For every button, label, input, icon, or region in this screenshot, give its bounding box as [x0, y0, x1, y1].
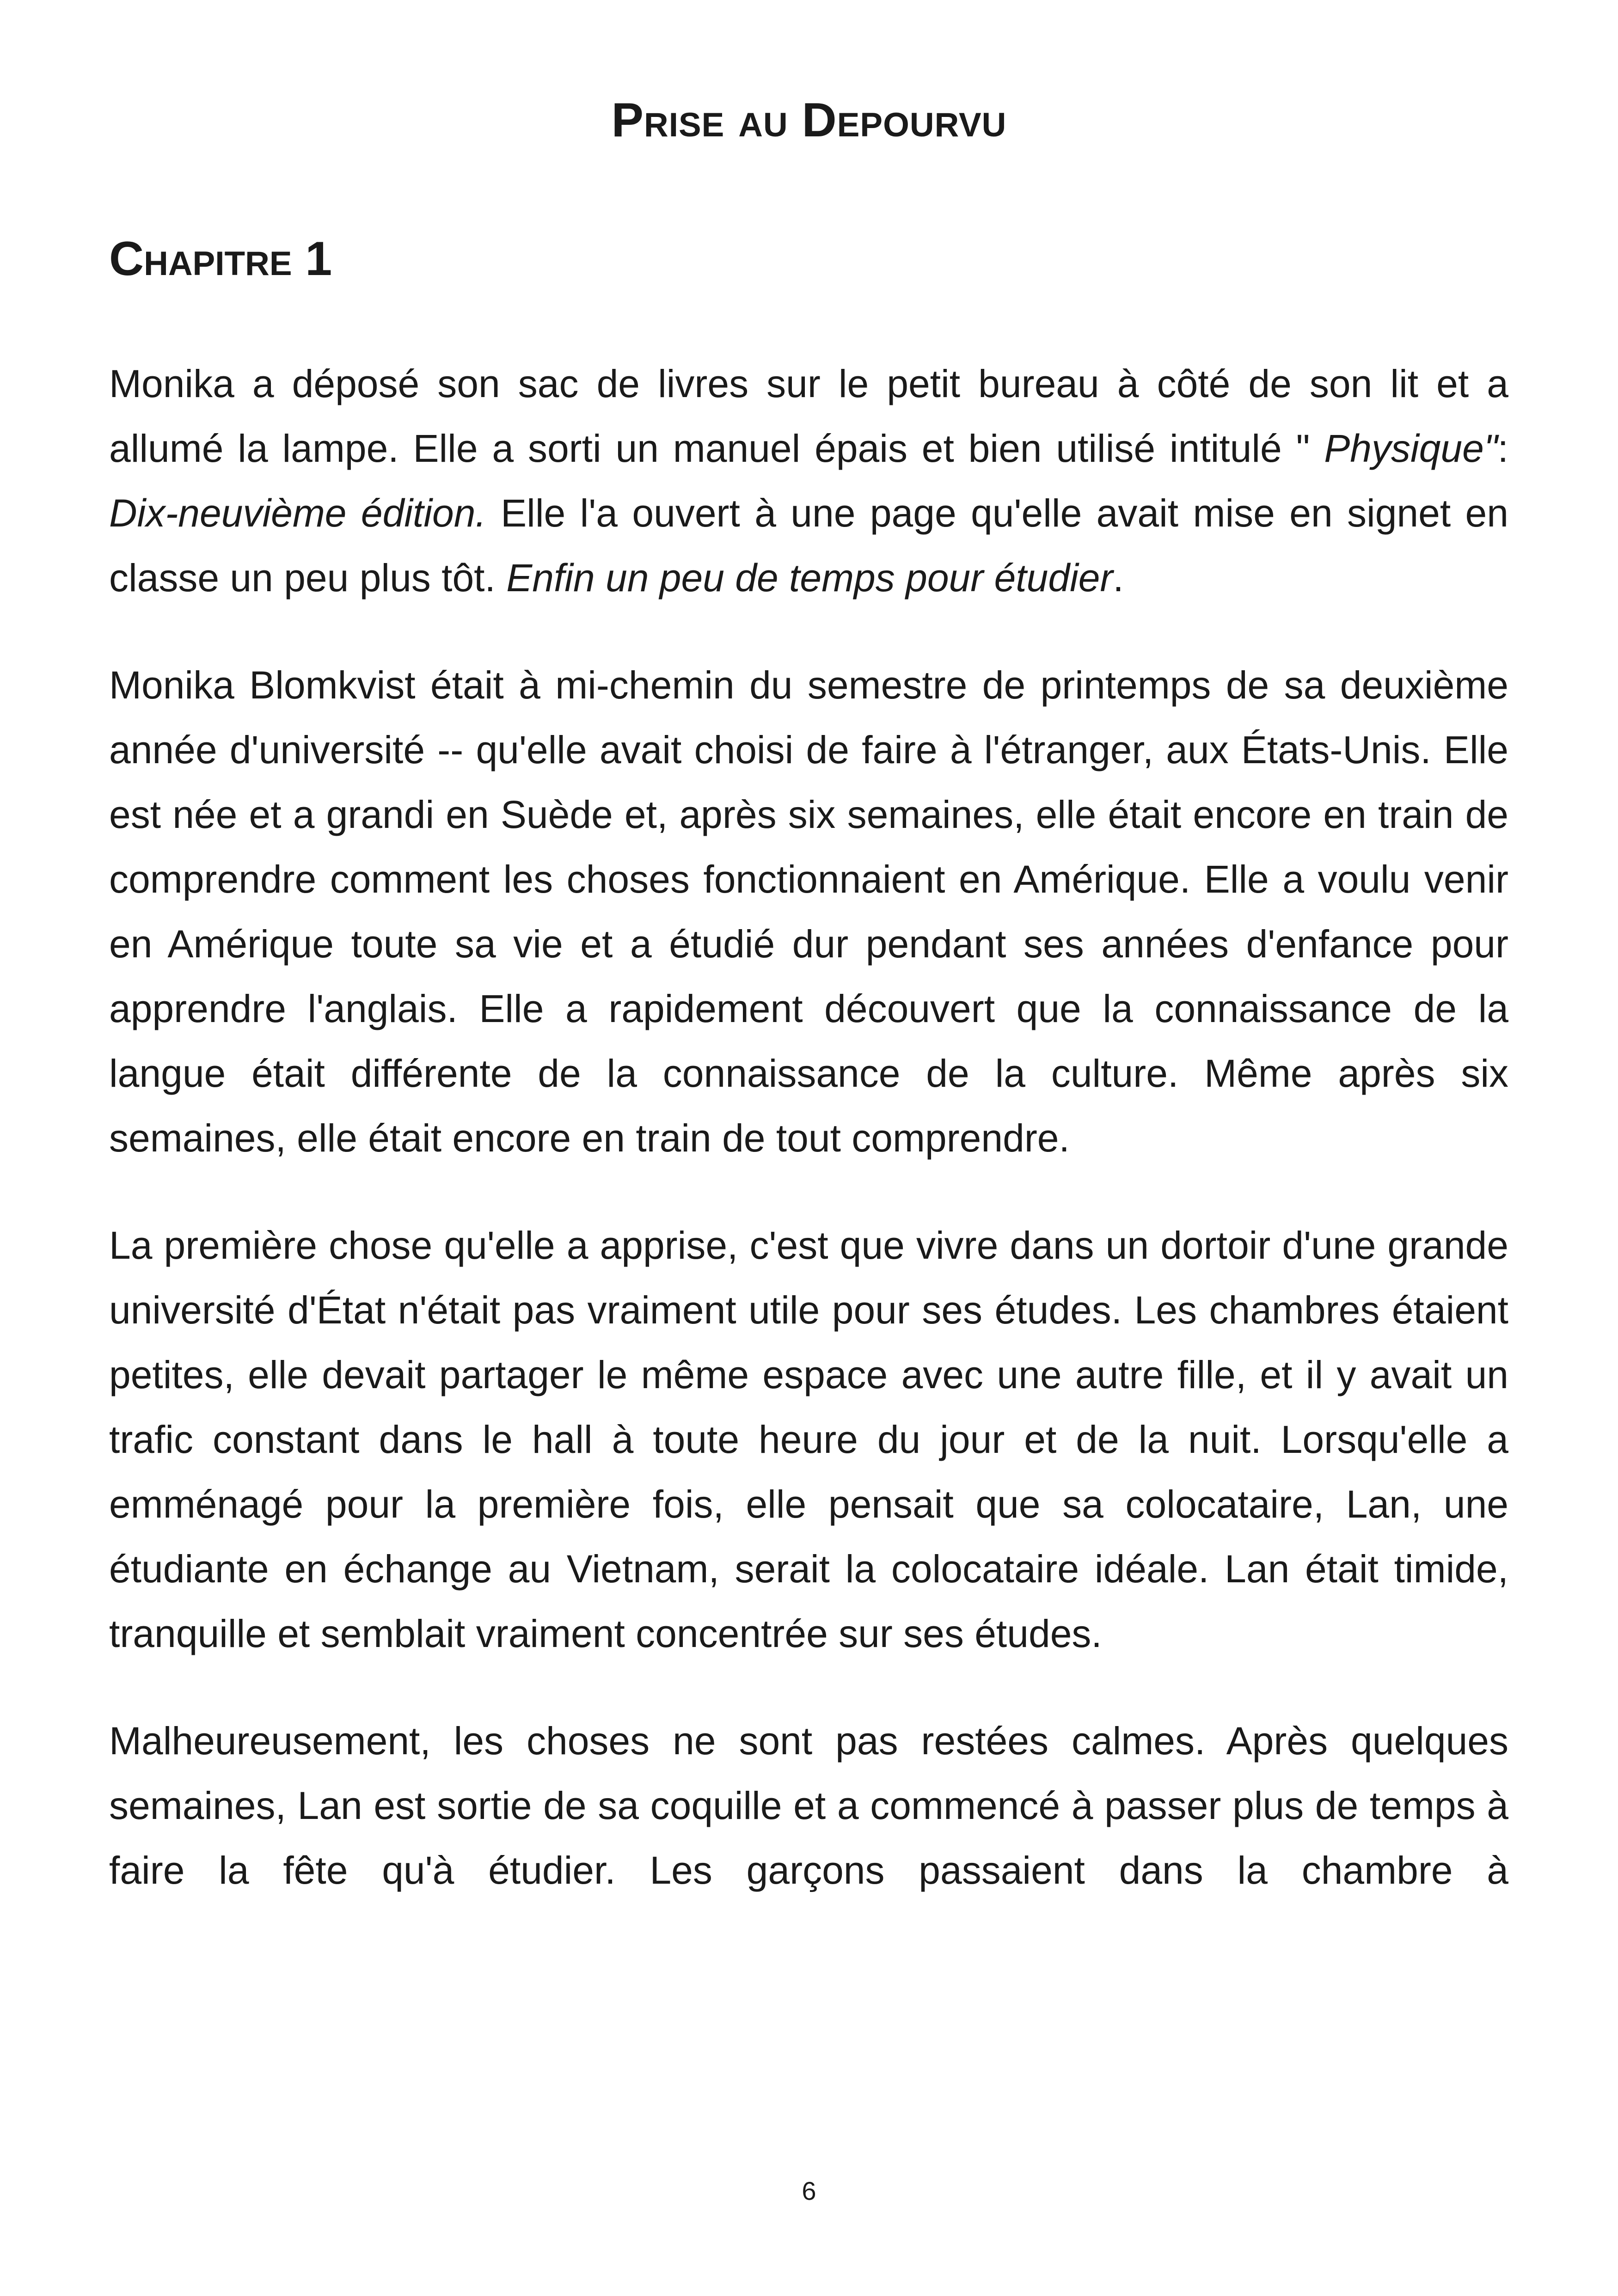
- chapter-heading: Chapitre 1: [109, 232, 332, 286]
- paragraph-1: [109, 351, 1508, 610]
- paragraph-1-text-g: .: [1113, 556, 1124, 600]
- paragraph-1-text-a: Monika a déposé son sac de livres sur le petit bureau à côté de son lit et a allumé la lampe. Elle a sorti un manuel épais et bien utilisé intitulé ": [109, 362, 1508, 470]
- book-title: Prise au Depourvu: [611, 93, 1007, 147]
- paragraph-2: Monika Blomkvist était à mi-chemin du semestre de printemps de sa deuxième année d'université -- qu'elle avait choisi de faire à l'étranger, aux États-Unis. Elle est née et a grandi en Suède et, après six semaines, elle était encore en train de comprendre comment les choses fonctionnaient en Amérique. Elle a voulu venir en Amérique toute sa vie et a étudié dur pendant ses années d'enfance pour apprendre l'anglais. Elle a rapidement découvert que la connaissance de la langue était différente de la connaissance de la culture. Même après six semaines, elle était encore en train de tout comprendre.: [109, 663, 1508, 1160]
- paragraph-1-text-c: :: [1497, 427, 1508, 470]
- paragraph-3: La première chose qu'elle a apprise, c'est que vivre dans un dortoir d'une grande université d'État n'était pas vraiment utile pour ses études. Les chambres étaient petites, elle devait partager le même espace avec une autre fille, et il y avait un trafic constant dans le hall à toute heure du jour et de la nuit. Lorsqu'elle a emménagé pour la première fois, elle pensait que sa colocataire, Lan, une étudiante en échange au Vietnam, serait la colocataire idéale. Lan était timide, tranquille et semblait vraiment concentrée sur ses études.: [109, 1224, 1508, 1655]
- page-number: 6: [802, 2176, 816, 2205]
- paragraph-1-book-title: Physique": [1324, 427, 1498, 470]
- paragraph-1-text-e: Elle l'a ouvert à une page qu'elle avait mise en signet en classe un peu plus tôt.: [109, 491, 1508, 600]
- paragraph-1-thought: Enfin un peu de temps pour étudier: [506, 556, 1113, 600]
- paragraph-4: Malheureusement, les choses ne sont pas restées calmes. Après quelques semaines, Lan est sortie de sa coquille et a commencé à passer plus de temps à faire la fête qu'à étudier. Les garçons passaient dans la chambre à: [109, 1719, 1508, 1892]
- paragraph-1-edition: Dix-neuvième édition.: [109, 491, 486, 535]
- body-text: [109, 351, 1508, 1945]
